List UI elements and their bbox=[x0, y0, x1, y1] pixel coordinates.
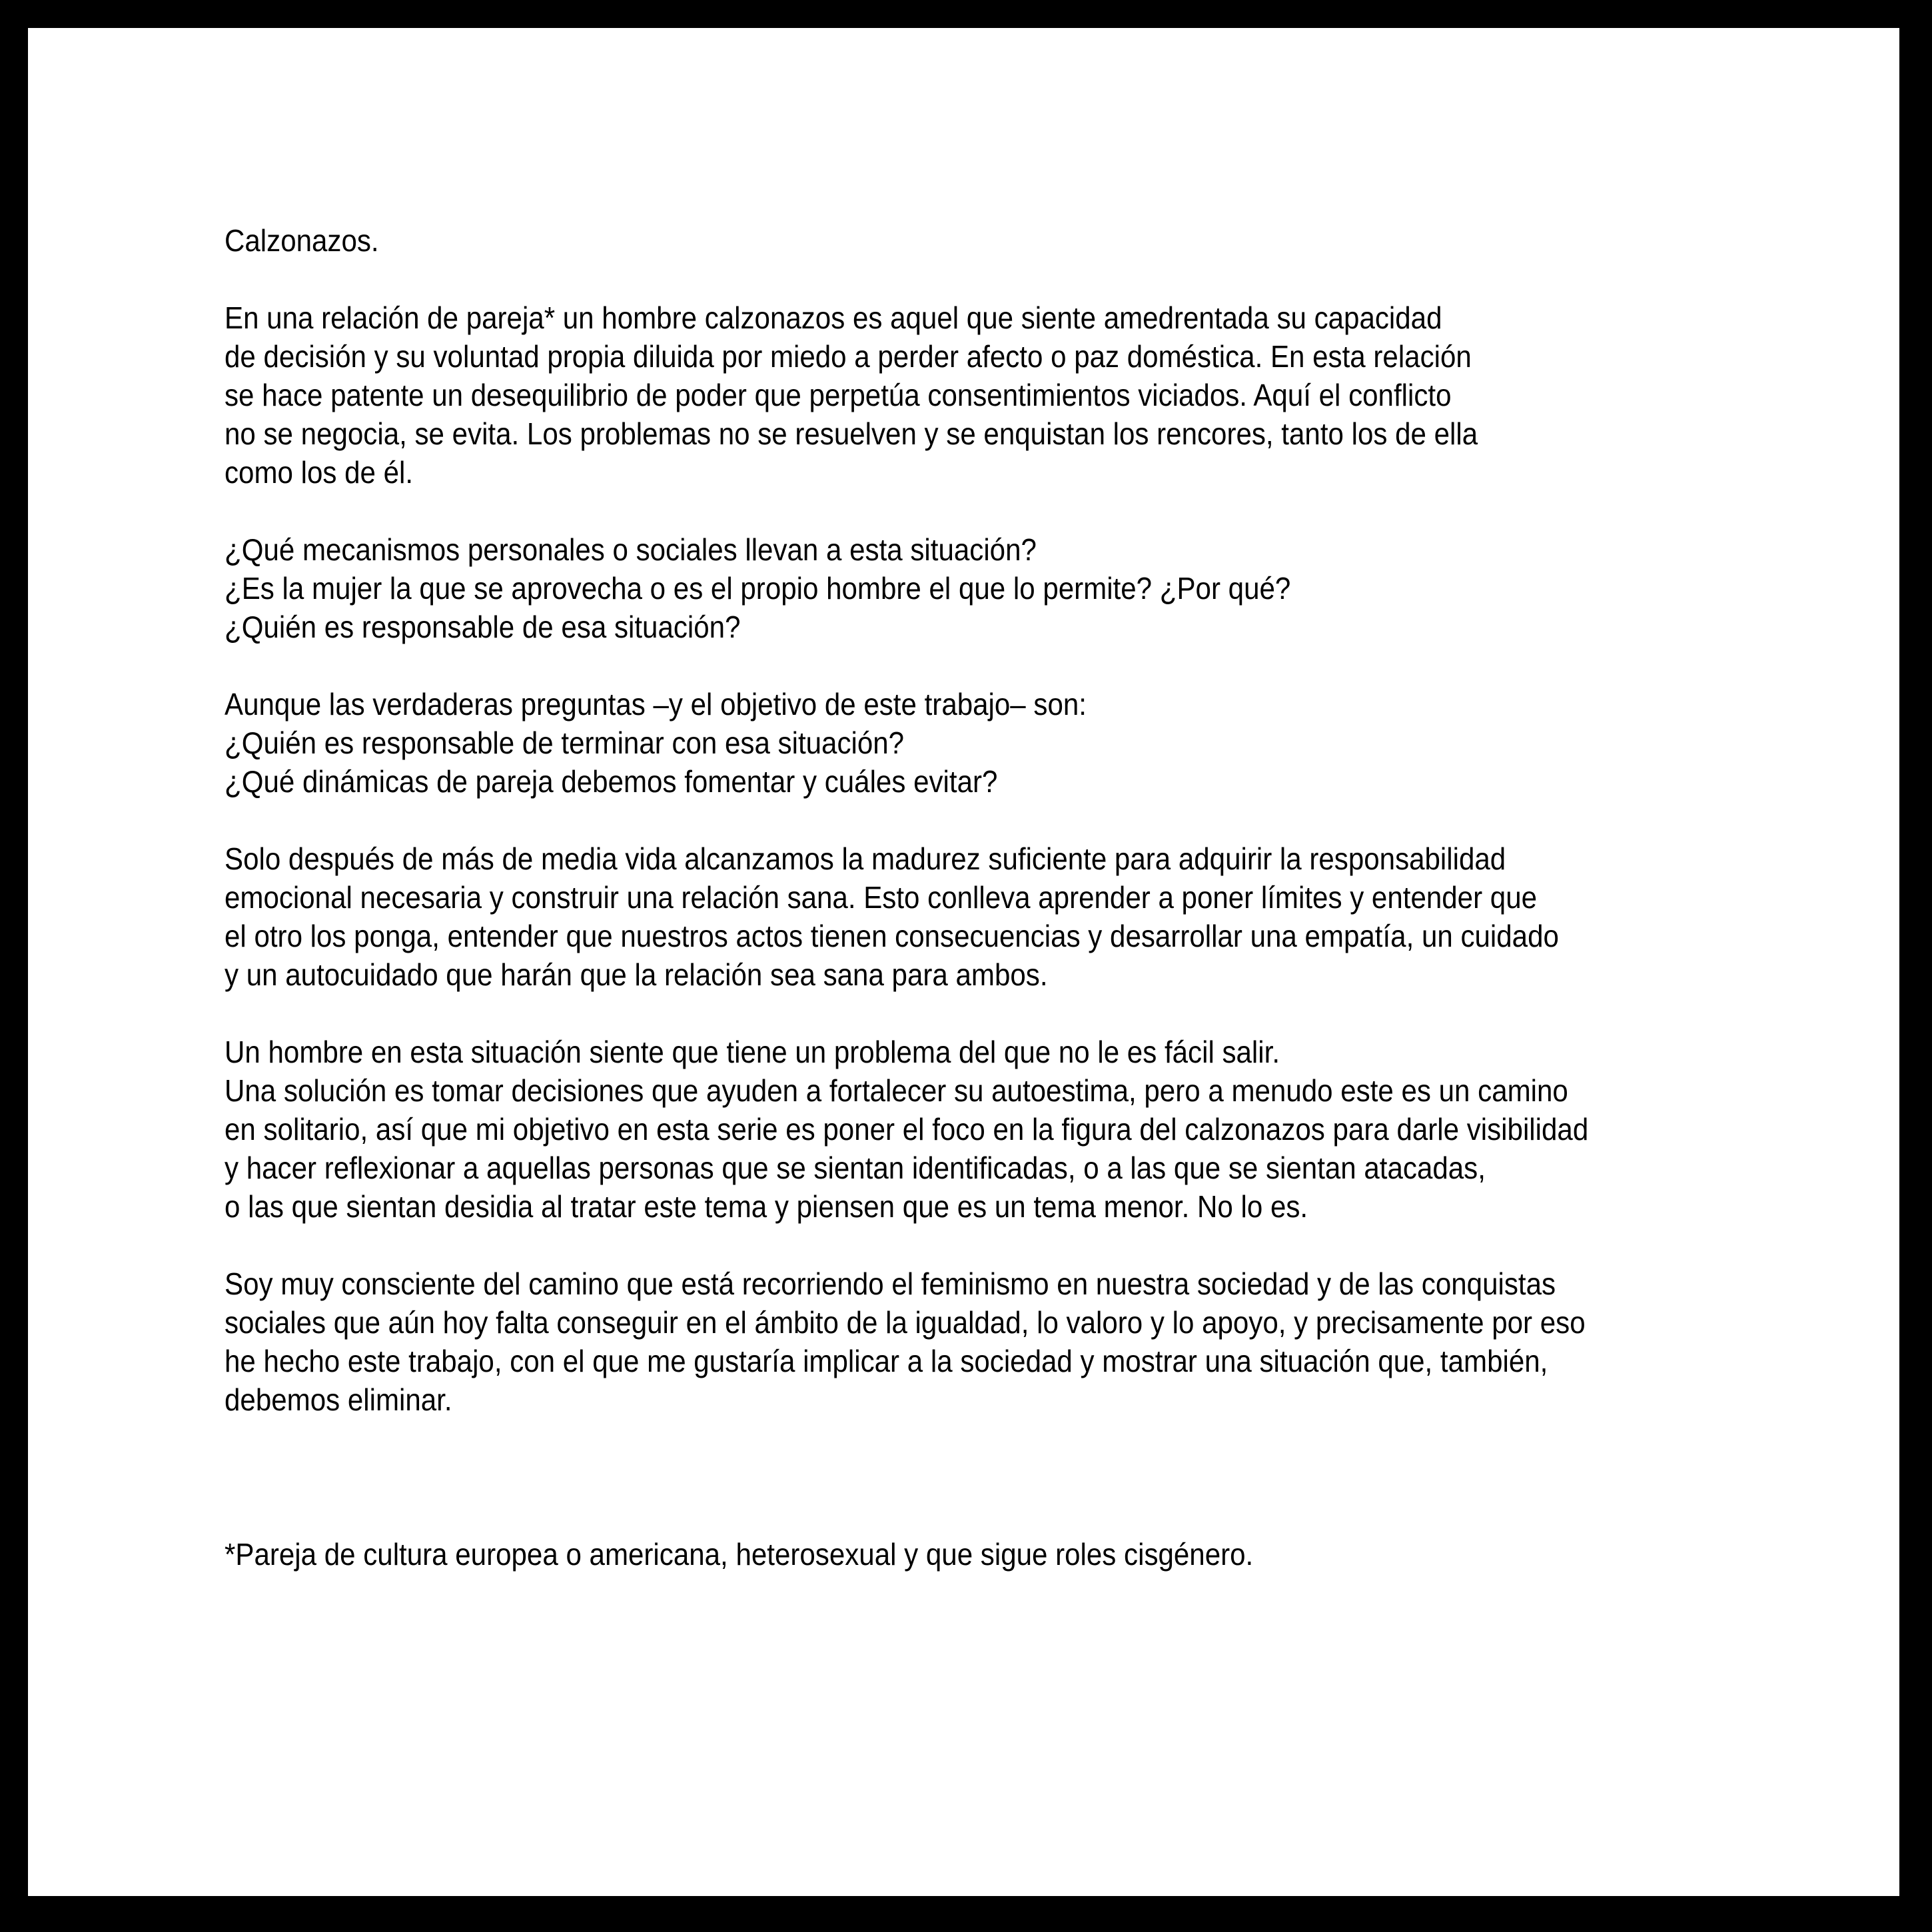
footnote: *Pareja de cultura europea o americana, heterosexual y que sigue roles cisgénero. bbox=[225, 1537, 1254, 1572]
text-line: ¿Qué mecanismos personales o sociales llevan a esta situación? bbox=[225, 532, 1037, 567]
document-title: Calzonazos. bbox=[225, 223, 379, 258]
text-line: ¿Es la mujer la que se aprovecha o es el propio hombre el que lo permite? ¿Por qué? bbox=[225, 571, 1291, 606]
text-line: el otro los ponga, entender que nuestros actos tienen consecuencias y desarrollar una empatía, un cuidado bbox=[225, 919, 1559, 953]
text-line: En una relación de pareja* un hombre calzonazos es aquel que siente amedrentada su capacidad bbox=[225, 300, 1442, 335]
paragraph-gap bbox=[225, 1226, 1809, 1264]
text-line: ¿Quién es responsable de terminar con esa situación? bbox=[225, 725, 905, 760]
text-line: sociales que aún hoy falta conseguir en el ámbito de la igualdad, lo valoro y lo apoyo, y precisamente por eso bbox=[225, 1305, 1586, 1340]
text-line: debemos eliminar. bbox=[225, 1382, 452, 1417]
paragraph-gap bbox=[225, 492, 1809, 530]
paragraph-gap bbox=[225, 994, 1809, 1033]
paragraph-questions bbox=[225, 530, 1809, 646]
text-line: como los de él. bbox=[225, 455, 414, 490]
text-line: Solo después de más de media vida alcanzamos la madurez suficiente para adquirir la responsabilidad bbox=[225, 841, 1506, 876]
document-body bbox=[225, 221, 1809, 1574]
paragraph-objective bbox=[225, 1033, 1809, 1226]
document-page bbox=[28, 28, 1899, 1896]
text-line: y un autocuidado que harán que la relación sea sana para ambos. bbox=[225, 957, 1048, 992]
text-line: Un hombre en esta situación siente que tiene un problema del que no le es fácil salir. bbox=[225, 1035, 1280, 1069]
paragraph-maturity bbox=[225, 839, 1809, 994]
paragraph-real-questions bbox=[225, 685, 1809, 801]
text-line: he hecho este trabajo, con el que me gustaría implicar a la sociedad y mostrar una situación que, también, bbox=[225, 1344, 1548, 1378]
text-line: Aunque las verdaderas preguntas –y el objetivo de este trabajo– son: bbox=[225, 687, 1087, 722]
paragraph-feminism bbox=[225, 1264, 1809, 1419]
text-line: ¿Qué dinámicas de pareja debemos fomentar y cuáles evitar? bbox=[225, 764, 998, 799]
text-line: de decisión y su voluntad propia diluida por miedo a perder afecto o paz doméstica. En esta relación bbox=[225, 339, 1472, 374]
text-line: Una solución es tomar decisiones que ayuden a fortalecer su autoestima, pero a menudo este es un camino bbox=[225, 1073, 1568, 1108]
text-line: ¿Quién es responsable de esa situación? bbox=[225, 610, 741, 644]
paragraph-gap bbox=[225, 801, 1809, 839]
paragraph-definition bbox=[225, 298, 1809, 492]
paragraph-gap bbox=[225, 260, 1809, 298]
text-line: se hace patente un desequilibrio de poder que perpetúa consentimientos viciados. Aquí el conflicto bbox=[225, 378, 1452, 412]
text-line: o las que sientan desidia al tratar este tema y piensen que es un tema menor. No lo es. bbox=[225, 1189, 1308, 1224]
text-line: en solitario, así que mi objetivo en esta serie es poner el foco en la figura del calzonazos para darle visibilidad bbox=[225, 1112, 1589, 1147]
text-line: Soy muy consciente del camino que está recorriendo el feminismo en nuestra sociedad y de las conquistas bbox=[225, 1266, 1556, 1301]
footnote-gap bbox=[225, 1419, 1809, 1535]
paragraph-gap bbox=[225, 646, 1809, 685]
text-line: y hacer reflexionar a aquellas personas que se sientan identificadas, o a las que se sientan atacadas, bbox=[225, 1151, 1486, 1185]
text-line: no se negocia, se evita. Los problemas no se resuelven y se enquistan los rencores, tanto los de ella bbox=[225, 416, 1478, 451]
text-line: emocional necesaria y construir una relación sana. Esto conlleva aprender a poner límites y entender que bbox=[225, 880, 1538, 915]
